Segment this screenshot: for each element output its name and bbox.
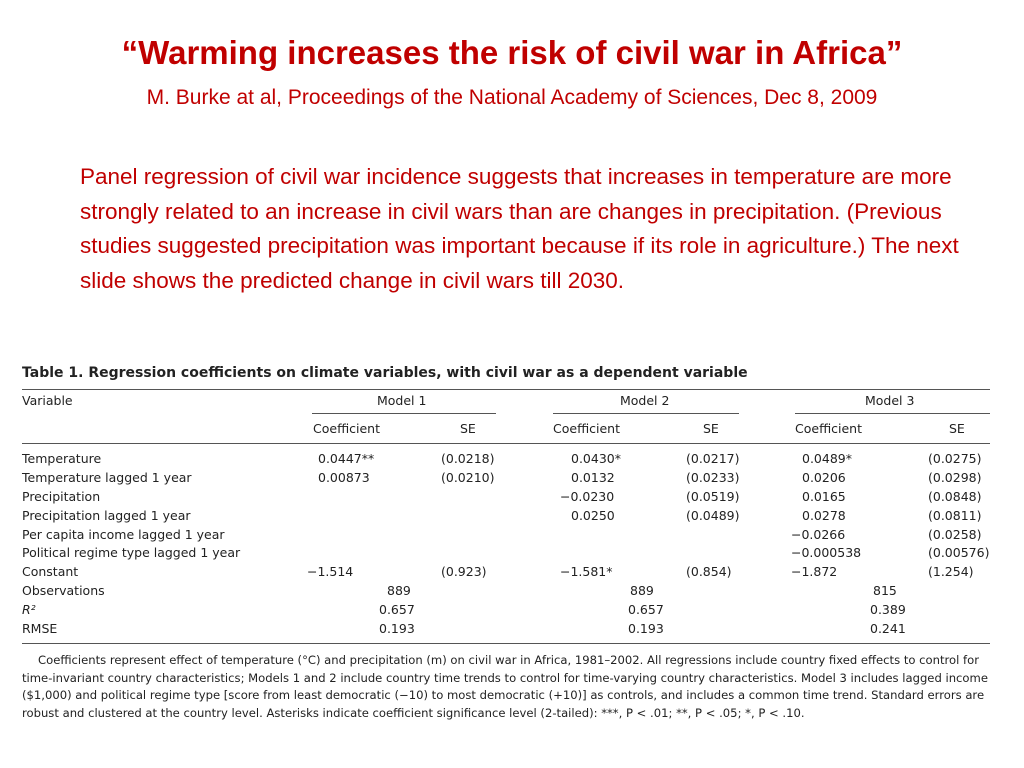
m3-coef: −1.872 xyxy=(791,564,838,579)
m3-coef: −0.000538 xyxy=(791,545,862,560)
table-row xyxy=(22,583,990,602)
model-1-underline xyxy=(312,413,496,414)
model-2-header: Model 2 xyxy=(620,393,670,408)
m2-coef: −1.581* xyxy=(560,564,613,579)
m3-se-header: SE xyxy=(949,421,965,436)
m2-se: (0.854) xyxy=(686,564,732,579)
slide-title: “Warming increases the risk of civil war in Africa” xyxy=(121,34,903,71)
table-row xyxy=(22,621,990,640)
m1-se: (0.0218) xyxy=(441,451,495,466)
m3-se: (0.0811) xyxy=(928,508,982,523)
m2-coef-header: Coefficient xyxy=(553,421,621,436)
m2-value: 0.657 xyxy=(628,602,664,617)
m1-coef: 0.00873 xyxy=(318,470,370,485)
table-row xyxy=(22,470,990,489)
summary-paragraph: Panel regression of civil war incidence suggests that increases in temperature are more strongly related to an increase in civil wars than are changes in precipitation. (Previous studies suggested precipitation was important because if its role in agriculture.) The next slide shows the predicted change in civil wars till 2030. xyxy=(80,164,959,293)
m2-coef: 0.0430* xyxy=(571,451,621,466)
row-label: Precipitation xyxy=(22,489,101,504)
m3-coef-header: Coefficient xyxy=(795,421,863,436)
table-footnote: Coefficients represent effect of temperature (°C) and precipitation (m) on civil war in Africa, 1981–2002. All regressions include country fixed effects to control for time-invariant country characteristics; Models 1 and 2 include country time trends to control for time-varying country characteristics. Model 3 includes lagged income ($1,000) and political regime type [score from least democratic (−10) to most democratic (+10)] as controls, and includes a common time trend. Standard errors are robust and clustered at the country level. Asterisks indicate coefficient significance level (2-tailed): ***, P < .01; **, P < .05; *, P < .10. xyxy=(22,653,988,720)
m3-coef: 0.0278 xyxy=(802,508,846,523)
m2-coef: 0.0132 xyxy=(571,470,615,485)
row-label: Observations xyxy=(22,583,105,598)
m3-coef: 0.0165 xyxy=(802,489,846,504)
row-label: Temperature xyxy=(22,451,102,466)
row-label: Per capita income lagged 1 year xyxy=(22,527,225,542)
m3-coef: −0.0266 xyxy=(791,527,846,542)
m3-value: 0.241 xyxy=(870,621,906,636)
m3-se: (0.0848) xyxy=(928,489,982,504)
m3-value: 815 xyxy=(873,583,897,598)
m2-value: 0.193 xyxy=(628,621,664,636)
m2-se: (0.0489) xyxy=(686,508,740,523)
row-label: R² xyxy=(22,602,36,617)
table-row xyxy=(22,564,990,583)
m1-se-header: SE xyxy=(460,421,476,436)
row-label: Temperature lagged 1 year xyxy=(22,470,192,485)
m1-coef: −1.514 xyxy=(307,564,354,579)
model-3-underline xyxy=(795,413,990,414)
m2-coef: −0.0230 xyxy=(560,489,615,504)
m1-se: (0.0210) xyxy=(441,470,495,485)
m3-value: 0.389 xyxy=(870,602,906,617)
m3-se: (0.0275) xyxy=(928,451,982,466)
table-row xyxy=(22,451,990,470)
m3-se: (1.254) xyxy=(928,564,974,579)
table-header-rule xyxy=(22,443,990,444)
table-row xyxy=(22,527,990,546)
m3-se: (0.0298) xyxy=(928,470,982,485)
table-caption: Table 1. Regression coefficients on climate variables, with civil war as a dependent variable xyxy=(22,365,748,381)
model-2-underline xyxy=(553,413,739,414)
m1-value: 889 xyxy=(387,583,411,598)
table-top-rule xyxy=(22,389,990,390)
m2-se: (0.0233) xyxy=(686,470,740,485)
model-1-header: Model 1 xyxy=(377,393,427,408)
row-label: Political regime type lagged 1 year xyxy=(22,545,241,560)
m3-coef: 0.0489* xyxy=(802,451,852,466)
m3-coef: 0.0206 xyxy=(802,470,846,485)
table-row xyxy=(22,489,990,508)
model-3-header: Model 3 xyxy=(865,393,915,408)
row-label: Constant xyxy=(22,564,79,579)
table-subheader-row xyxy=(22,421,990,440)
row-label: RMSE xyxy=(22,621,58,636)
row-label: Precipitation lagged 1 year xyxy=(22,508,191,523)
m1-value: 0.193 xyxy=(379,621,415,636)
table-bottom-rule xyxy=(22,643,990,644)
m1-se: (0.923) xyxy=(441,564,487,579)
m2-se: (0.0519) xyxy=(686,489,740,504)
m1-coef: 0.0447** xyxy=(318,451,375,466)
m2-value: 889 xyxy=(630,583,654,598)
m2-coef: 0.0250 xyxy=(571,508,615,523)
table-header-row xyxy=(22,393,990,412)
m2-se-header: SE xyxy=(703,421,719,436)
m3-se: (0.0258) xyxy=(928,527,982,542)
m1-value: 0.657 xyxy=(379,602,415,617)
table-row xyxy=(22,602,990,621)
table-row xyxy=(22,545,990,564)
m3-se: (0.00576) xyxy=(928,545,990,560)
slide-subtitle: M. Burke at al, Proceedings of the National Academy of Sciences, Dec 8, 2009 xyxy=(146,86,878,109)
table-row xyxy=(22,508,990,527)
m1-coef-header: Coefficient xyxy=(313,421,381,436)
variable-header: Variable xyxy=(22,393,73,408)
m2-se: (0.0217) xyxy=(686,451,740,466)
